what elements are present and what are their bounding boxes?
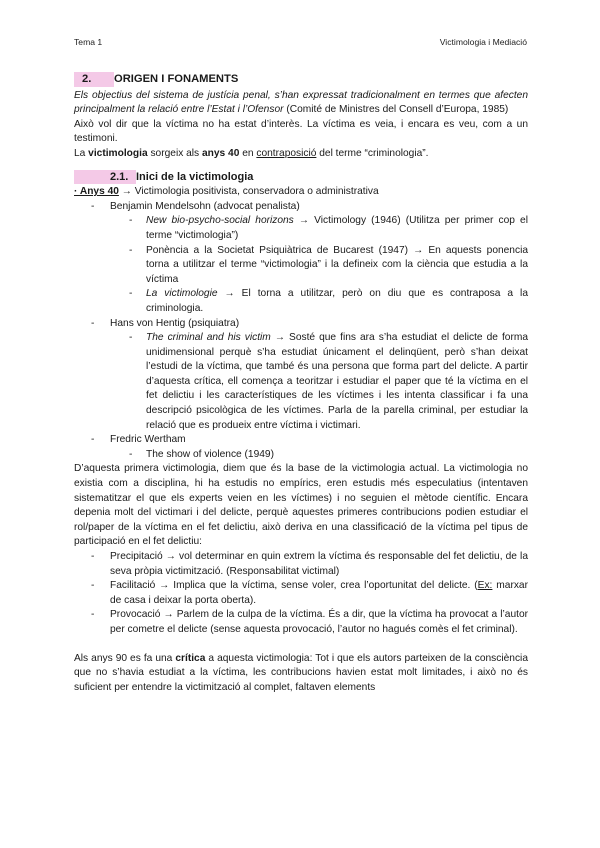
work-item: - La victimologie → El torna a utilitzar, però on diu que es contraposa a la criminologia.	[129, 288, 528, 314]
participation-item: - Precipitació → vol determinar en quin extrem la víctima és responsable del fet delictiu, de la seva pròpia victimització. (Responsabilitat victimal)	[91, 551, 528, 577]
author-item: - Fredric Wertham	[91, 434, 186, 446]
author-item: - Hans von Hentig (psiquiatra)	[91, 317, 240, 329]
anys40-label: · Anys 40	[74, 186, 119, 198]
intro-quote	[74, 89, 528, 118]
header-subject: Victimologia i Mediació	[439, 37, 527, 47]
work-item: - New bio-psycho-social horizons → Victimology (1946) (Utilitza per primer cop el terme “victimologia”)	[129, 215, 528, 241]
participation-item: - Provocació → Parlem de la culpa de la víctima. És a dir, que la víctima ha provocat a l’autor per cometre el delicte (sense aquesta provocació, l’autor no hagués comès el fet criminal).	[91, 609, 528, 635]
subsection-title: Inici de la victimologia	[136, 170, 254, 183]
anys40-line: · Anys 40 → Victimologia positivista, conservadora o administrativa	[74, 186, 379, 198]
nineties-paragraph: Als anys 90 es fa una crítica a aquesta victimologia: Tot i que els autors parteixen de la consciència que no s’havia estudiat a la víctima, les contribucions havien estat molt limitades, i això no és suficient per entendre la victimització al complet, faltaven elements	[74, 652, 528, 693]
quote-source: (Comité de Ministres del Consell d’Europa, 1985)	[283, 104, 509, 116]
header-topic: Tema 1	[74, 37, 103, 47]
participation-item: - Facilitació → Implica que la víctima, sense voler, crea l’oportunitat del delicte. (Ex: marxar de casa i deixar la porta oberta).	[91, 580, 528, 606]
work-item: - The criminal and his victim → Sosté que fins ara s’ha estudiat el delicte de forma unidimensional perquè s’ha estudiat únicament el delinqüent, però s’han deixat l’estudi de la víctima, que també és una persona que forma part del delicte. A partir d’aquesta crítica, ell comença a teoritzar i estudiar el paper que té la víctima en el fet delictiu i les característiques de les víctimes i les intenta classificar i fa una descripció psicològica de les víctimes. Parla de la parella criminal, per estudiar la relació que es produeix entre víctima i victimari.	[129, 332, 528, 431]
section-heading	[74, 72, 528, 87]
author-item: - Benjamin Mendelsohn (advocat penalista)	[91, 200, 300, 212]
section-title: ORIGEN I FONAMENTS	[114, 73, 239, 85]
first-victimology-paragraph: D’aquesta primera victimologia, diem que és la base de la victimologia actual. La victimologia no existia com a disciplina, hi ha estudis no empírics, eren estudis més especulatius (intentaven sistematitzar el que els experts veien en les víctimes) i no seguien el mètode científic. Encara depenia molt del victimari i del delicte, perquè aquestes primeres contribucions podien estudiar el rol/paper de la víctima en el fet delictiu, això deriva en una classificació de la víctima pel tipus de participació en el fet delictiu:	[74, 463, 528, 548]
work-item: - Ponència a la Societat Psiquiàtrica de Bucarest (1947) → En aquests ponencia torna a utilitzar el terme “victimologia” i la defineix com la ciència que estudia a la víctima	[129, 244, 528, 285]
authors-list	[74, 200, 528, 463]
subsection-heading	[74, 170, 528, 185]
section-number: 2.	[74, 72, 114, 87]
victimology-origin: La victimologia sorgeix als anys 40 en contraposició del terme “criminologia”.	[74, 147, 429, 159]
document-body	[74, 72, 528, 695]
work-item: - The show of violence (1949)	[129, 448, 274, 460]
subsection-number: 2.1.	[74, 170, 136, 185]
intro-paragraph: Això vol dir que la víctima no ha estat d’interès. La víctima es veia, i encara es veu, com a un testimoni.	[74, 118, 528, 145]
participation-list	[74, 550, 528, 638]
quote-text: Els objectius del sistema de justícia penal, s’han expressat tradicionalment en termes que afecten principalment la relació entre l’Estat i l’Ofensor	[74, 89, 528, 116]
